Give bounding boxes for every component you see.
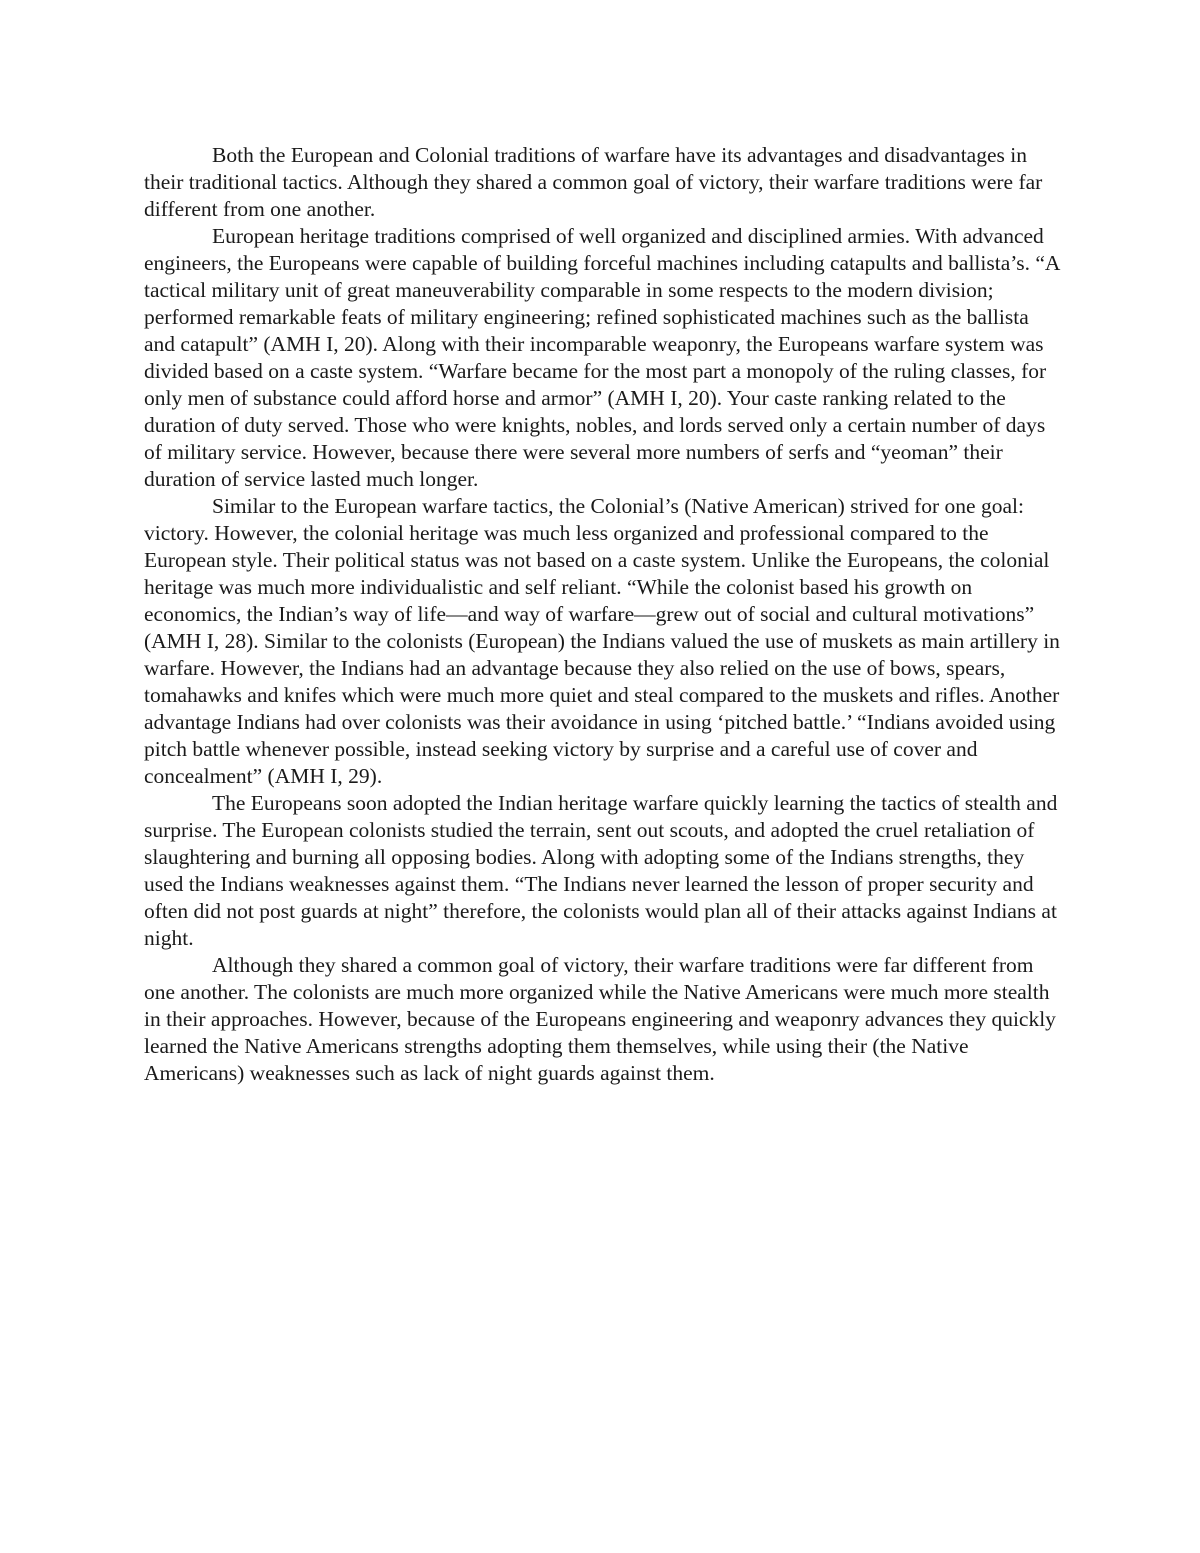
paragraph-5: Although they shared a common goal of victory, their warfare traditions were far different from one another. The colonists are much more organized while the Native Americans were much more stealth in their approaches. However, because of the Europeans engineering and weaponry advances they quickly learned the Native Americans strengths adopting them themselves, while using their (the Native Americans) weaknesses such as lack of night guards against them. [144,953,1056,1085]
paragraph-3: Similar to the European warfare tactics, the Colonial’s (Native American) strived for one goal: victory. However, the colonial heritage was much less organized and professional compared to the European style. Their political status was not based on a caste system. Unlike the Europeans, the colonial heritage was much more individualistic and self reliant. “While the colonist based his growth on economics, the Indian’s way of life—and way of warfare—grew out of social and cultural motivations” (AMH I, 28). Similar to the colonists (European) the Indians valued the use of muskets as main artillery in warfare. However, the Indians had an advantage because they also relied on the use of bows, spears, tomahawks and knifes which were much more quiet and steal compared to the muskets and rifles. Another advantage Indians had over colonists was their avoidance in using ‘pitched battle.’ “Indians avoided using pitch battle whenever possible, instead seeking victory by surprise and a careful use of cover and concealment” (AMH I, 29). [144,494,1060,788]
paragraph-2: European heritage traditions comprised of well organized and disciplined armies. With advanced engineers, the Europeans were capable of building forceful machines including catapults and ballista’s. “A tactical military unit of great maneuverability comparable in some respects to the modern division; performed remarkable feats of military engineering; refined sophisticated machines such as the ballista and catapult” (AMH I, 20). Along with their incomparable weaponry, the Europeans warfare system was divided based on a caste system. “Warfare became for the most part a monopoly of the ruling classes, for only men of substance could afford horse and armor” (AMH I, 20). Your caste ranking related to the duration of duty served. Those who were knights, nobles, and lords served only a certain number of days of military service. However, because there were several more numbers of serfs and “yeoman” their duration of service lasted much longer. [144,224,1060,491]
essay-body [144,142,1064,1087]
paragraph-1: Both the European and Colonial traditions of warfare have its advantages and disadvantages in their traditional tactics. Although they shared a common goal of victory, their warfare traditions were far different from one another. [144,143,1043,221]
paragraph-4: The Europeans soon adopted the Indian heritage warfare quickly learning the tactics of stealth and surprise. The European colonists studied the terrain, sent out scouts, and adopted the cruel retaliation of slaughtering and burning all opposing bodies. Along with adopting some of the Indians strengths, they used the Indians weaknesses against them. “The Indians never learned the lesson of proper security and often did not post guards at night” therefore, the colonists would plan all of their attacks against Indians at night. [144,791,1058,950]
